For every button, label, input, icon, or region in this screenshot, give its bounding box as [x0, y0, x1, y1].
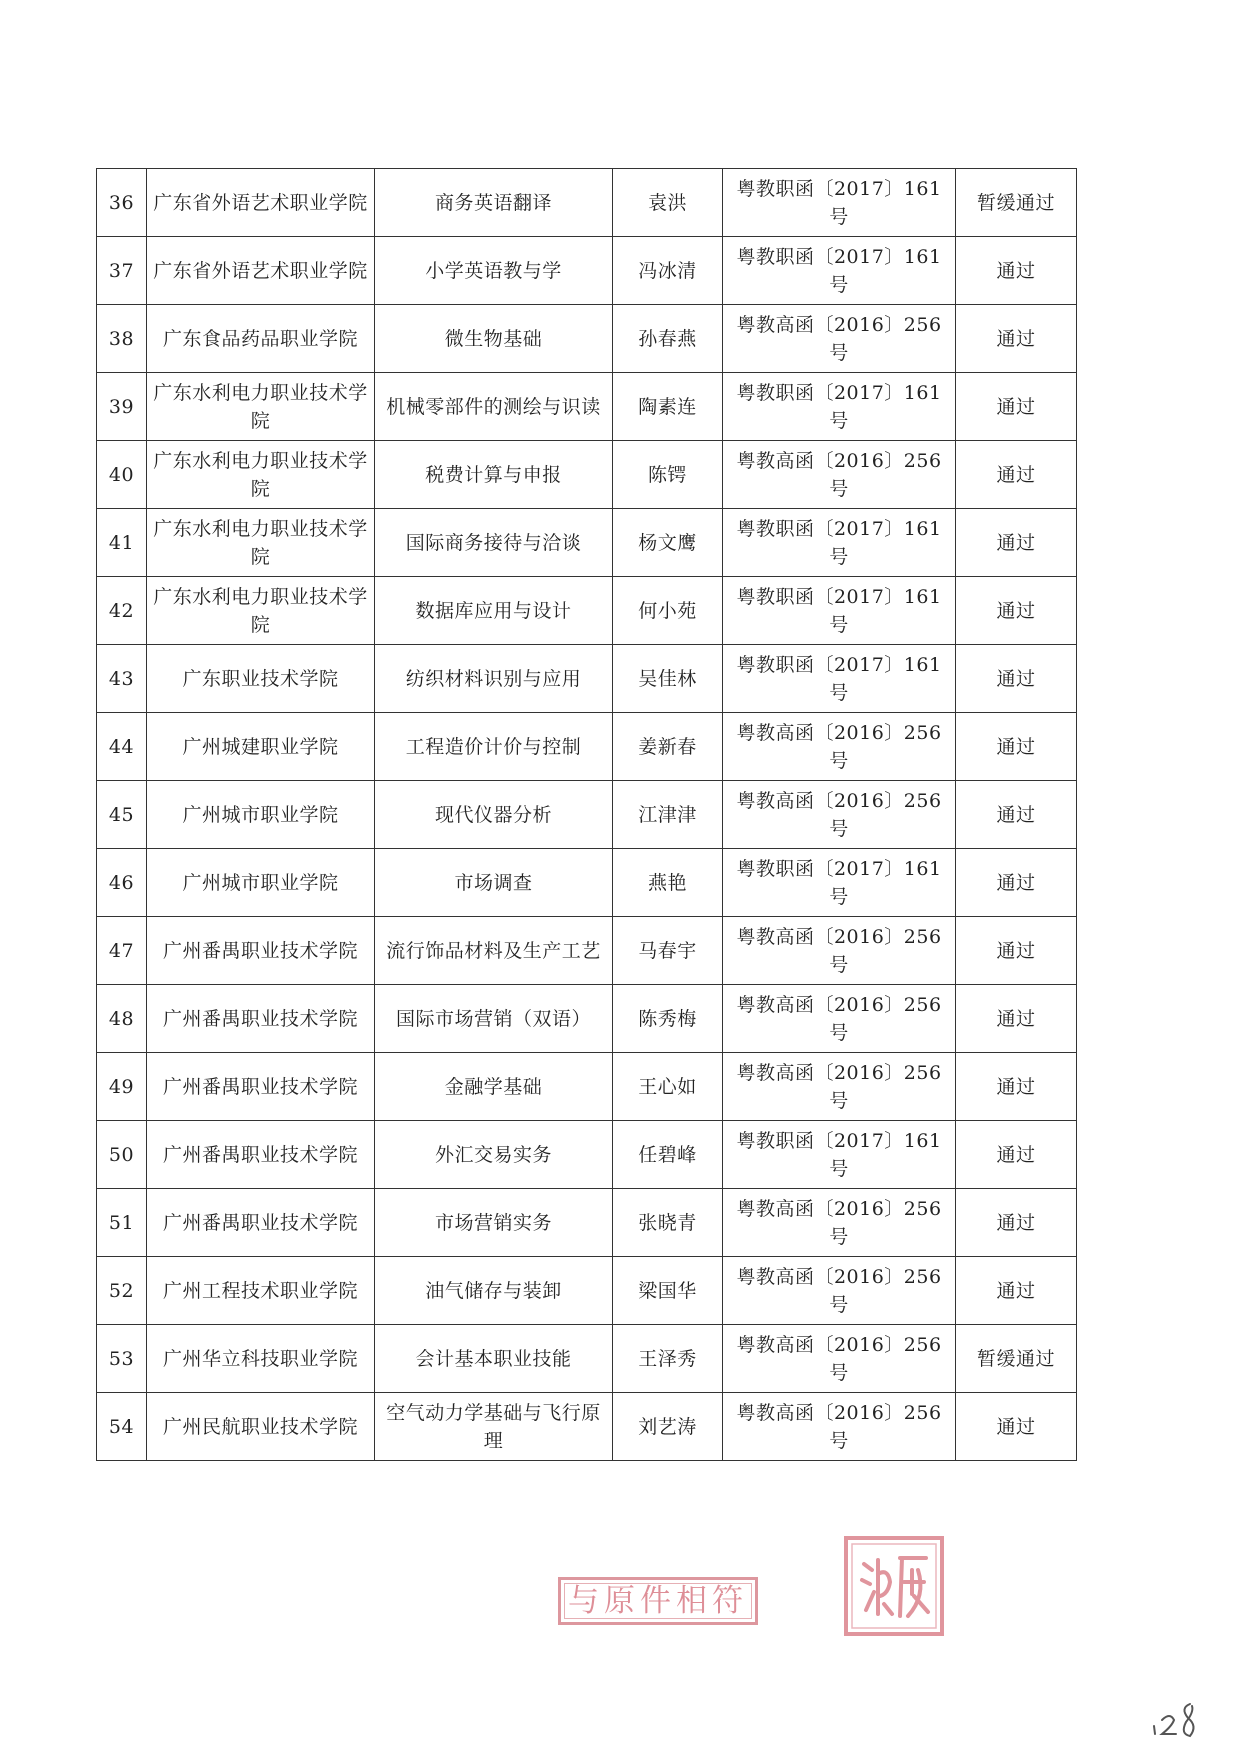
table-row [97, 441, 1077, 509]
review-result-cell: 通过 [956, 441, 1077, 509]
table-row [97, 985, 1077, 1053]
approval-document-cell: 粤教高函〔2016〕256号 [723, 781, 956, 849]
course-name-cell: 外汇交易实务 [375, 1121, 613, 1189]
review-result-cell: 通过 [956, 373, 1077, 441]
course-leader-cell: 吴佳林 [613, 645, 723, 713]
table-row [97, 1257, 1077, 1325]
review-result-cell: 通过 [956, 645, 1077, 713]
course-leader-cell: 陈锷 [613, 441, 723, 509]
table-row [97, 849, 1077, 917]
course-leader-cell: 杨文鹰 [613, 509, 723, 577]
course-leader-cell: 燕艳 [613, 849, 723, 917]
school-name-cell: 广东职业技术学院 [147, 645, 375, 713]
row-number-cell: 37 [97, 237, 147, 305]
review-result-cell: 暂缓通过 [956, 1325, 1077, 1393]
course-name-cell: 国际市场营销（双语） [375, 985, 613, 1053]
row-number-cell: 54 [97, 1393, 147, 1461]
table-row [97, 645, 1077, 713]
school-name-cell: 广东水利电力职业技术学院 [147, 441, 375, 509]
table-row [97, 1393, 1077, 1461]
approval-document-cell: 粤教高函〔2016〕256号 [723, 713, 956, 781]
row-number-cell: 41 [97, 509, 147, 577]
row-number-cell: 49 [97, 1053, 147, 1121]
course-name-cell: 微生物基础 [375, 305, 613, 373]
row-number-cell: 38 [97, 305, 147, 373]
review-result-cell: 通过 [956, 1257, 1077, 1325]
course-name-cell: 商务英语翻译 [375, 169, 613, 237]
course-name-cell: 机械零部件的测绘与识读 [375, 373, 613, 441]
row-number-cell: 40 [97, 441, 147, 509]
school-name-cell: 广东省外语艺术职业学院 [147, 169, 375, 237]
school-name-cell: 广州番禺职业技术学院 [147, 985, 375, 1053]
course-leader-cell: 孙春燕 [613, 305, 723, 373]
course-leader-cell: 江津津 [613, 781, 723, 849]
approval-document-cell: 粤教高函〔2016〕256号 [723, 985, 956, 1053]
review-result-cell: 通过 [956, 237, 1077, 305]
course-name-cell: 市场营销实务 [375, 1189, 613, 1257]
row-number-cell: 44 [97, 713, 147, 781]
course-leader-cell: 任碧峰 [613, 1121, 723, 1189]
review-result-cell: 通过 [956, 509, 1077, 577]
table-row [97, 1121, 1077, 1189]
table-row [97, 373, 1077, 441]
review-result-cell: 暂缓通过 [956, 169, 1077, 237]
course-name-cell: 空气动力学基础与飞行原理 [375, 1393, 613, 1461]
row-number-cell: 45 [97, 781, 147, 849]
approval-document-cell: 粤教高函〔2016〕256号 [723, 1257, 956, 1325]
school-name-cell: 广州番禺职业技术学院 [147, 1053, 375, 1121]
course-name-cell: 现代仪器分析 [375, 781, 613, 849]
table-row [97, 169, 1077, 237]
review-result-cell: 通过 [956, 781, 1077, 849]
course-name-cell: 流行饰品材料及生产工艺 [375, 917, 613, 985]
table-row [97, 509, 1077, 577]
school-name-cell: 广州番禺职业技术学院 [147, 917, 375, 985]
review-result-cell: 通过 [956, 1053, 1077, 1121]
row-number-cell: 51 [97, 1189, 147, 1257]
approval-document-cell: 粤教高函〔2016〕256号 [723, 305, 956, 373]
row-number-cell: 42 [97, 577, 147, 645]
table-row [97, 1053, 1077, 1121]
school-name-cell: 广东水利电力职业技术学院 [147, 373, 375, 441]
school-name-cell: 广州工程技术职业学院 [147, 1257, 375, 1325]
school-name-cell: 广东水利电力职业技术学院 [147, 509, 375, 577]
course-name-cell: 油气储存与装卸 [375, 1257, 613, 1325]
review-result-cell: 通过 [956, 305, 1077, 373]
course-name-cell: 税费计算与申报 [375, 441, 613, 509]
handwritten-page-number [1148, 1700, 1208, 1740]
review-result-cell: 通过 [956, 985, 1077, 1053]
approval-document-cell: 粤教高函〔2016〕256号 [723, 1393, 956, 1461]
certified-stamp-text: 与原件相符 [568, 1583, 748, 1619]
course-leader-cell: 王心如 [613, 1053, 723, 1121]
row-number-cell: 43 [97, 645, 147, 713]
approval-document-cell: 粤教职函〔2017〕161号 [723, 1121, 956, 1189]
course-leader-cell: 刘艺涛 [613, 1393, 723, 1461]
approval-document-cell: 粤教职函〔2017〕161号 [723, 577, 956, 645]
approval-document-cell: 粤教职函〔2017〕161号 [723, 645, 956, 713]
course-name-cell: 数据库应用与设计 [375, 577, 613, 645]
seal-stamp [842, 1534, 946, 1638]
review-result-cell: 通过 [956, 1393, 1077, 1461]
row-number-cell: 53 [97, 1325, 147, 1393]
approval-document-cell: 粤教职函〔2017〕161号 [723, 509, 956, 577]
course-name-cell: 纺织材料识别与应用 [375, 645, 613, 713]
table-row [97, 917, 1077, 985]
course-leader-cell: 陶素连 [613, 373, 723, 441]
row-number-cell: 50 [97, 1121, 147, 1189]
table-row [97, 781, 1077, 849]
approval-document-cell: 粤教职函〔2017〕161号 [723, 169, 956, 237]
row-number-cell: 47 [97, 917, 147, 985]
course-name-cell: 国际商务接待与洽谈 [375, 509, 613, 577]
table-row [97, 237, 1077, 305]
approval-document-cell: 粤教职函〔2017〕161号 [723, 373, 956, 441]
course-leader-cell: 马春宇 [613, 917, 723, 985]
table-row [97, 305, 1077, 373]
course-leader-cell: 王泽秀 [613, 1325, 723, 1393]
course-leader-cell: 冯冰清 [613, 237, 723, 305]
course-name-cell: 小学英语教与学 [375, 237, 613, 305]
course-leader-cell: 梁国华 [613, 1257, 723, 1325]
course-name-cell: 市场调查 [375, 849, 613, 917]
course-name-cell: 金融学基础 [375, 1053, 613, 1121]
approval-document-cell: 粤教职函〔2017〕161号 [723, 849, 956, 917]
review-result-cell: 通过 [956, 849, 1077, 917]
school-name-cell: 广东省外语艺术职业学院 [147, 237, 375, 305]
approval-document-cell: 粤教高函〔2016〕256号 [723, 1189, 956, 1257]
row-number-cell: 46 [97, 849, 147, 917]
table-row [97, 1325, 1077, 1393]
approval-document-cell: 粤教职函〔2017〕161号 [723, 237, 956, 305]
row-number-cell: 36 [97, 169, 147, 237]
course-name-cell: 会计基本职业技能 [375, 1325, 613, 1393]
table-row [97, 713, 1077, 781]
course-leader-cell: 张晓青 [613, 1189, 723, 1257]
course-name-cell: 工程造价计价与控制 [375, 713, 613, 781]
school-name-cell: 广州民航职业技术学院 [147, 1393, 375, 1461]
review-result-cell: 通过 [956, 713, 1077, 781]
review-result-cell: 通过 [956, 577, 1077, 645]
course-leader-cell: 袁洪 [613, 169, 723, 237]
school-name-cell: 广州城市职业学院 [147, 849, 375, 917]
course-table [96, 168, 1077, 1461]
table-body [97, 169, 1077, 1461]
review-result-cell: 通过 [956, 1189, 1077, 1257]
school-name-cell: 广州城市职业学院 [147, 781, 375, 849]
review-result-cell: 通过 [956, 1121, 1077, 1189]
school-name-cell: 广州番禺职业技术学院 [147, 1121, 375, 1189]
school-name-cell: 广州番禺职业技术学院 [147, 1189, 375, 1257]
course-leader-cell: 陈秀梅 [613, 985, 723, 1053]
approval-document-cell: 粤教高函〔2016〕256号 [723, 441, 956, 509]
table-row [97, 577, 1077, 645]
row-number-cell: 52 [97, 1257, 147, 1325]
row-number-cell: 48 [97, 985, 147, 1053]
school-name-cell: 广东食品药品职业学院 [147, 305, 375, 373]
row-number-cell: 39 [97, 373, 147, 441]
certified-stamp [558, 1577, 758, 1625]
school-name-cell: 广州华立科技职业学院 [147, 1325, 375, 1393]
table-row [97, 1189, 1077, 1257]
course-leader-cell: 何小苑 [613, 577, 723, 645]
school-name-cell: 广东水利电力职业技术学院 [147, 577, 375, 645]
approval-document-cell: 粤教高函〔2016〕256号 [723, 1053, 956, 1121]
approval-document-cell: 粤教高函〔2016〕256号 [723, 917, 956, 985]
school-name-cell: 广州城建职业学院 [147, 713, 375, 781]
course-leader-cell: 姜新春 [613, 713, 723, 781]
approval-document-cell: 粤教高函〔2016〕256号 [723, 1325, 956, 1393]
review-result-cell: 通过 [956, 917, 1077, 985]
